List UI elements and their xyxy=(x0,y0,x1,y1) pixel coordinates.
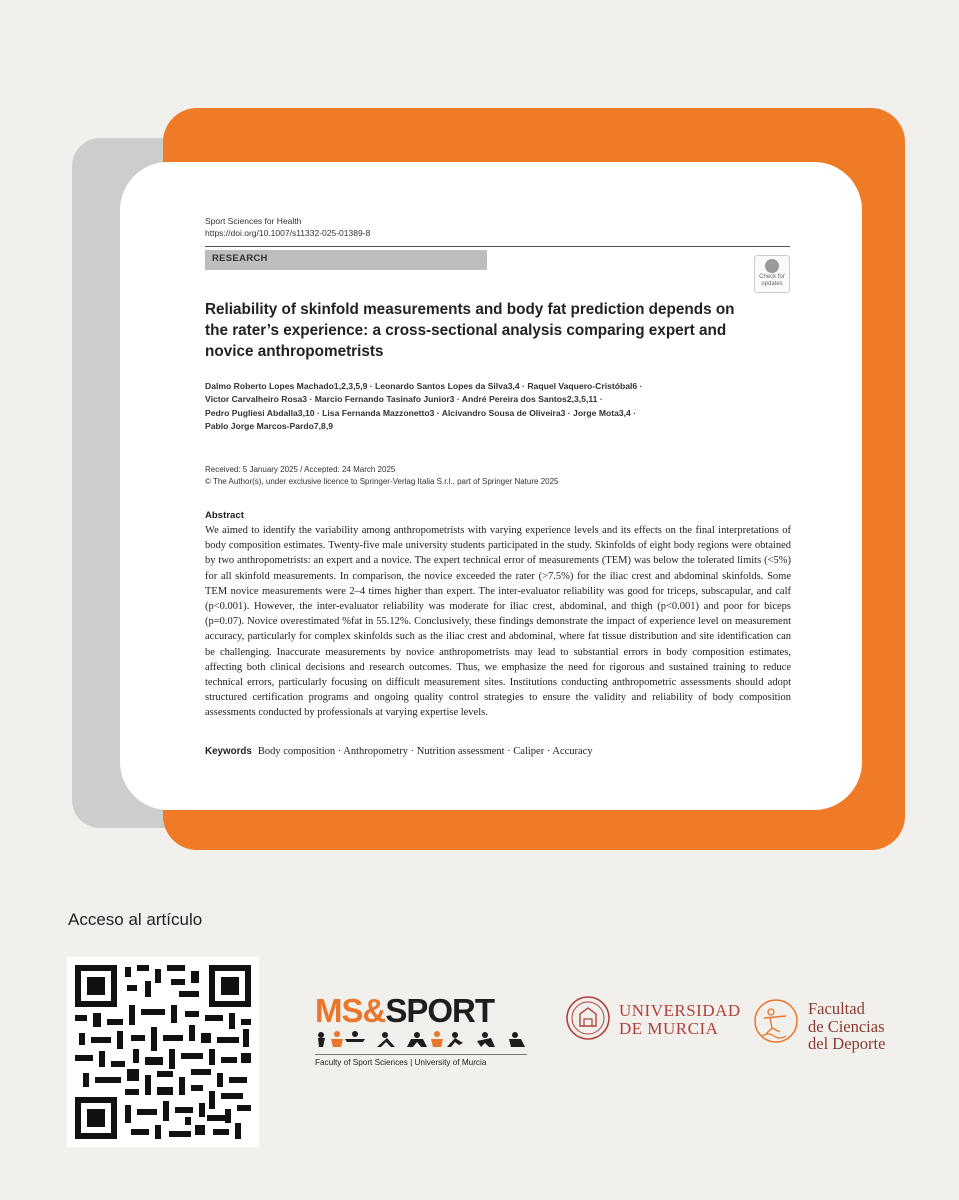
article-title: Reliability of skinfold measurements and body fat prediction depends on the rater’s experience: a cross-sectional analysis comparing expert and novice anthropometrists xyxy=(205,301,735,360)
university-seal-icon xyxy=(565,994,611,1042)
faculty-name xyxy=(808,1000,885,1053)
doi-link[interactable]: https://doi.org/10.1007/s11332-025-01389-8 xyxy=(205,228,371,238)
ms-logo-subtitle: Faculty of Sport Sciences | University of Murcia xyxy=(315,1054,527,1067)
facultad-ciencias-deporte-logo xyxy=(752,994,902,1054)
athletes-icon xyxy=(315,1029,527,1049)
ms-wordmark-orange: MS& xyxy=(315,992,386,1029)
author-list xyxy=(205,380,805,433)
journal-header xyxy=(205,215,370,239)
author-line: Pablo Jorge Marcos-Pardo7,8,9 xyxy=(205,420,333,431)
received-dates: Received: 5 January 2025 / Accepted: 24 March 2025 xyxy=(205,465,396,474)
section-label: RESEARCH xyxy=(212,253,268,264)
ms-sport-wordmark xyxy=(315,993,527,1029)
faculty-emblem-icon xyxy=(752,996,800,1046)
section-bar xyxy=(205,250,487,270)
ms-wordmark-dark: SPORT xyxy=(385,992,495,1029)
keywords-line xyxy=(205,746,593,757)
author-line: Victor Carvalheiro Rosa3 · Marcio Fernando Tasinafo Junior3 · André Pereira dos Santos2,3,5,11 · xyxy=(205,394,603,405)
check-updates-label: Check for updates xyxy=(759,274,785,287)
journal-name: Sport Sciences for Health xyxy=(205,216,302,226)
abstract-text: We aimed to identify the variability among anthropometrists with varying experience levels and its effects on the final interpretations of body composition estimates. Twenty-five male university students participated in the study. Skinfolds of eight body regions were obtained by two anthropometrists: an expert and a novice. The expert technical error of measurements (TEM) was below the tolerated limits (<5%) for all skinfold measurements. In comparison, the novice exceeded the rater (>7.5%) for the iliac crest and abdominal skinfolds. Some TEM novice measurements were 2–4 times higher than expert. The inter-evaluator reliability was good for triceps, subscapular, and calf (p<0.001). However, the inter-evaluator reliability was moderate for iliac crest, abdominal, and thigh (p<0.001) and poor for biceps (p=0.07). Novice overestimated %fat in 55.12%. Conclusively, these findings demonstrate the impact of experience level on measurement accuracy, particularly for complex skinfolds such as the iliac crest and abdominal, where fat tissue distribution and site identification can be challenging. Inaccurate measurements by novice anthropometrists may lead to substantial errors in body composition estimates, affecting both clinical decisions and research outcomes. Thus, we emphasize the need for rigorous and sustained training to reduce technical errors, particularly focusing on difficult measurement sites. Institutions conducting anthropometric assessments should adopt structured certification programs and ongoing quality control strategies to ensure the validity and reliability of body composition assessments conducted by professionals at varying expertise levels. xyxy=(205,525,791,719)
copyright-notice: © The Author(s), under exclusive licence to Springer-Verlag Italia S.r.l., part of Springer Nature 2025 xyxy=(205,476,559,486)
check-updates-icon xyxy=(765,259,779,273)
qr-code-pattern xyxy=(75,965,251,1139)
faculty-name-line: de Ciencias xyxy=(808,1016,885,1036)
qr-code[interactable] xyxy=(67,957,259,1147)
article-access-label: Acceso al artículo xyxy=(68,910,203,929)
universidad-de-murcia-logo xyxy=(565,994,740,1046)
header-rule xyxy=(205,246,790,247)
university-name-line: UNIVERSIDAD xyxy=(619,1001,741,1020)
publication-info xyxy=(205,464,558,487)
keywords-label: Keywords xyxy=(205,746,252,757)
check-for-updates-badge[interactable] xyxy=(754,255,790,293)
faculty-name-line: del Deporte xyxy=(808,1034,886,1053)
abstract-heading: Abstract xyxy=(205,510,244,521)
author-line: Dalmo Roberto Lopes Machado1,2,3,5,9 · Leonardo Santos Lopes da Silva3,4 · Raquel Vaquero-Cristóbal6 · xyxy=(205,381,643,391)
author-line: Pedro Pugliesi Abdalla3,10 · Lisa Fernanda Mazzonetto3 · Alcivandro Sousa de Oliveira3 · Jorge Mota3,4 · xyxy=(205,407,637,418)
faculty-name-line: Facultad xyxy=(808,999,865,1018)
article-preview-card xyxy=(120,162,862,810)
university-name-line: DE MURCIA xyxy=(619,1019,719,1038)
university-name xyxy=(619,1002,741,1038)
ms-and-sport-logo xyxy=(315,993,527,1073)
keywords-values: Body composition · Anthropometry · Nutrition assessment · Caliper · Accuracy xyxy=(257,746,593,757)
